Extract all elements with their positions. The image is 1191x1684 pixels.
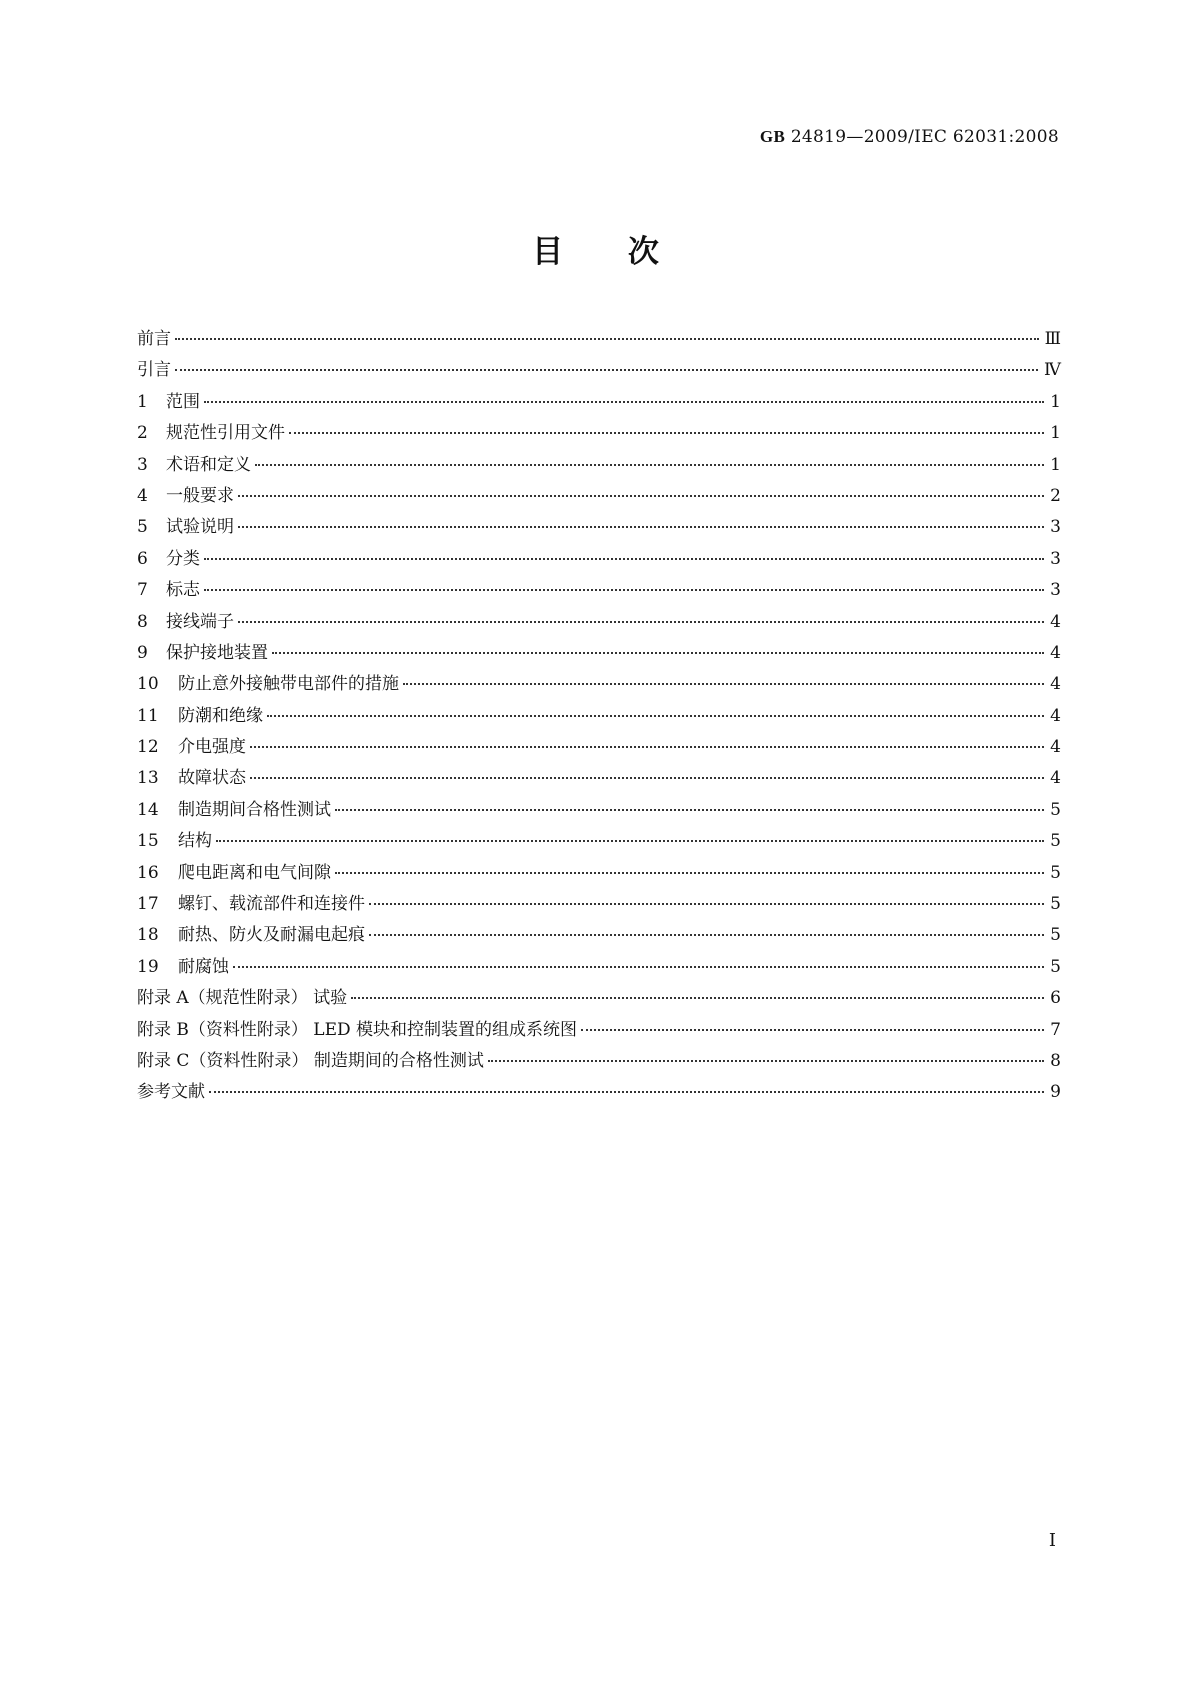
toc-entry[interactable] [137, 983, 1061, 1014]
toc-entry-label: 螺钉、载流部件和连接件 [178, 894, 365, 915]
page-title-char-2: 次 [627, 234, 659, 270]
toc-entry-label: 防潮和绝缘 [178, 705, 263, 726]
toc-entry-page: 6 [1050, 988, 1061, 1009]
toc-entry-page: 3 [1050, 517, 1061, 538]
document-code [760, 127, 1059, 147]
toc-entry[interactable] [137, 418, 1061, 449]
toc-entry-page: 5 [1050, 862, 1061, 883]
toc-entry-number: 8 [137, 611, 148, 632]
page-number: I [1048, 1530, 1056, 1551]
toc-dot-leader [250, 734, 1044, 748]
toc-entry-label: 故障状态 [178, 768, 246, 789]
toc-entry-page: 4 [1050, 642, 1061, 663]
toc-dot-leader [238, 609, 1044, 623]
toc-dot-leader [209, 1079, 1044, 1093]
toc-dot-leader [204, 546, 1044, 560]
toc-entry[interactable] [137, 512, 1061, 543]
toc-dot-leader [581, 1017, 1044, 1031]
toc-entry-label: 保护接地装置 [166, 642, 268, 663]
toc-entry-label: 附录 A（规范性附录） 试验 [137, 988, 348, 1009]
toc-entry-number: 11 [137, 705, 159, 726]
toc-entry[interactable] [137, 387, 1061, 418]
toc-dot-leader [369, 891, 1044, 905]
toc-entry[interactable] [137, 638, 1061, 669]
toc-entry[interactable] [137, 701, 1061, 732]
toc-entry-label: 术语和定义 [166, 454, 251, 475]
toc-dot-leader [216, 828, 1044, 842]
toc-entry-number: 10 [137, 674, 159, 695]
toc-entry-page: Ⅳ [1044, 360, 1061, 381]
toc-entry-number: 4 [137, 485, 148, 506]
toc-entry-number: 13 [137, 768, 159, 789]
toc-entry[interactable] [137, 607, 1061, 638]
toc-dot-leader [175, 326, 1039, 340]
toc-entry-page: 5 [1050, 925, 1061, 946]
toc-entry-label: 一般要求 [166, 485, 234, 506]
document-code-prefix: GB [759, 127, 786, 146]
toc-entry[interactable] [137, 1015, 1061, 1046]
page-title-char-1: 目 [532, 234, 564, 270]
toc-entry-page: 5 [1050, 799, 1061, 820]
toc-entry-number: 2 [137, 423, 148, 444]
toc-entry-number: 12 [137, 737, 159, 758]
toc-entry-page: 4 [1050, 674, 1061, 695]
toc-entry-page: 4 [1050, 611, 1061, 632]
toc-entry-page: 5 [1050, 831, 1061, 852]
toc-entry[interactable] [137, 450, 1061, 481]
toc-entry[interactable] [137, 481, 1061, 512]
table-of-contents [137, 324, 1061, 1109]
toc-entry-label: 结构 [178, 831, 212, 852]
toc-dot-leader [238, 483, 1044, 497]
toc-entry-number: 1 [137, 391, 148, 412]
toc-entry-label: 试验说明 [166, 517, 234, 538]
toc-entry-label: 爬电距离和电气间隙 [178, 862, 331, 883]
toc-dot-leader [351, 985, 1044, 999]
toc-entry[interactable] [137, 669, 1061, 700]
toc-entry[interactable] [137, 324, 1061, 355]
toc-entry[interactable] [137, 763, 1061, 794]
toc-entry-label: 前言 [137, 329, 171, 349]
toc-dot-leader [335, 860, 1044, 874]
toc-entry-number: 6 [137, 548, 148, 569]
toc-entry-page: 4 [1050, 705, 1061, 726]
toc-entry-page: 7 [1050, 1019, 1061, 1040]
toc-dot-leader [289, 420, 1044, 434]
toc-entry[interactable] [137, 544, 1061, 575]
toc-dot-leader [335, 797, 1044, 811]
document-code-number: 24819—2009/IEC 62031:2008 [790, 127, 1059, 147]
toc-entry[interactable] [137, 952, 1061, 983]
toc-entry[interactable] [137, 826, 1061, 857]
toc-dot-leader [488, 1048, 1044, 1062]
page-title [0, 226, 1191, 271]
toc-dot-leader [233, 954, 1044, 968]
toc-entry-label: 耐热、防火及耐漏电起痕 [178, 925, 365, 946]
toc-entry-label: 介电强度 [178, 737, 246, 758]
toc-dot-leader [272, 640, 1044, 654]
toc-dot-leader [204, 577, 1044, 591]
toc-dot-leader [175, 357, 1038, 371]
toc-entry-page: 1 [1050, 423, 1061, 444]
toc-entry-label: 分类 [166, 548, 200, 569]
toc-entry-label: 范围 [166, 391, 200, 412]
toc-entry-number: 17 [137, 894, 159, 915]
toc-entry-number: 18 [137, 925, 159, 946]
toc-dot-leader [204, 389, 1044, 403]
toc-entry-label: 附录 C（资料性附录） 制造期间的合格性测试 [137, 1050, 484, 1071]
toc-entry[interactable] [137, 732, 1061, 763]
toc-entry[interactable] [137, 795, 1061, 826]
toc-entry-label: 标志 [166, 580, 200, 601]
toc-entry-page: 4 [1050, 768, 1061, 789]
toc-entry-number: 15 [137, 831, 159, 852]
toc-entry[interactable] [137, 889, 1061, 920]
toc-dot-leader [238, 514, 1044, 528]
toc-entry-page: 1 [1050, 454, 1061, 475]
toc-entry-label: 制造期间合格性测试 [178, 799, 331, 820]
toc-entry-number: 3 [137, 454, 148, 475]
toc-entry[interactable] [137, 355, 1061, 386]
toc-entry-label: 规范性引用文件 [166, 423, 285, 444]
toc-entry-page: 9 [1050, 1082, 1061, 1103]
toc-entry-label: 引言 [137, 360, 171, 381]
toc-entry-label: 参考文献 [137, 1082, 205, 1103]
toc-entry-label: 接线端子 [166, 611, 234, 632]
toc-entry-number: 9 [137, 642, 148, 663]
toc-entry[interactable] [137, 858, 1061, 889]
toc-entry[interactable] [137, 1046, 1061, 1077]
toc-entry-page: 3 [1050, 580, 1061, 601]
toc-entry-label: 附录 B（资料性附录） LED 模块和控制装置的组成系统图 [137, 1019, 578, 1040]
toc-entry-number: 5 [137, 517, 148, 538]
toc-entry[interactable] [137, 920, 1061, 951]
toc-entry-page: 5 [1050, 956, 1061, 977]
toc-dot-leader [369, 922, 1044, 936]
toc-entry-label: 耐腐蚀 [178, 956, 229, 977]
toc-entry-page: 3 [1050, 548, 1061, 569]
toc-entry-page: 2 [1050, 485, 1061, 506]
toc-dot-leader [403, 671, 1044, 685]
toc-entry[interactable] [137, 575, 1061, 606]
toc-entry-page: Ⅲ [1044, 329, 1061, 349]
toc-entry[interactable] [137, 1077, 1061, 1108]
toc-entry-number: 14 [137, 799, 159, 820]
toc-entry-page: 1 [1050, 391, 1061, 412]
toc-entry-page: 5 [1050, 894, 1061, 915]
toc-dot-leader [250, 765, 1044, 779]
toc-entry-number: 16 [137, 862, 159, 883]
toc-entry-label: 防止意外接触带电部件的措施 [178, 674, 399, 695]
toc-dot-leader [255, 452, 1044, 466]
toc-entry-page: 8 [1050, 1050, 1061, 1071]
toc-entry-number: 7 [137, 580, 148, 601]
toc-dot-leader [267, 703, 1044, 717]
toc-entry-number: 19 [137, 956, 159, 977]
toc-entry-page: 4 [1050, 737, 1061, 758]
